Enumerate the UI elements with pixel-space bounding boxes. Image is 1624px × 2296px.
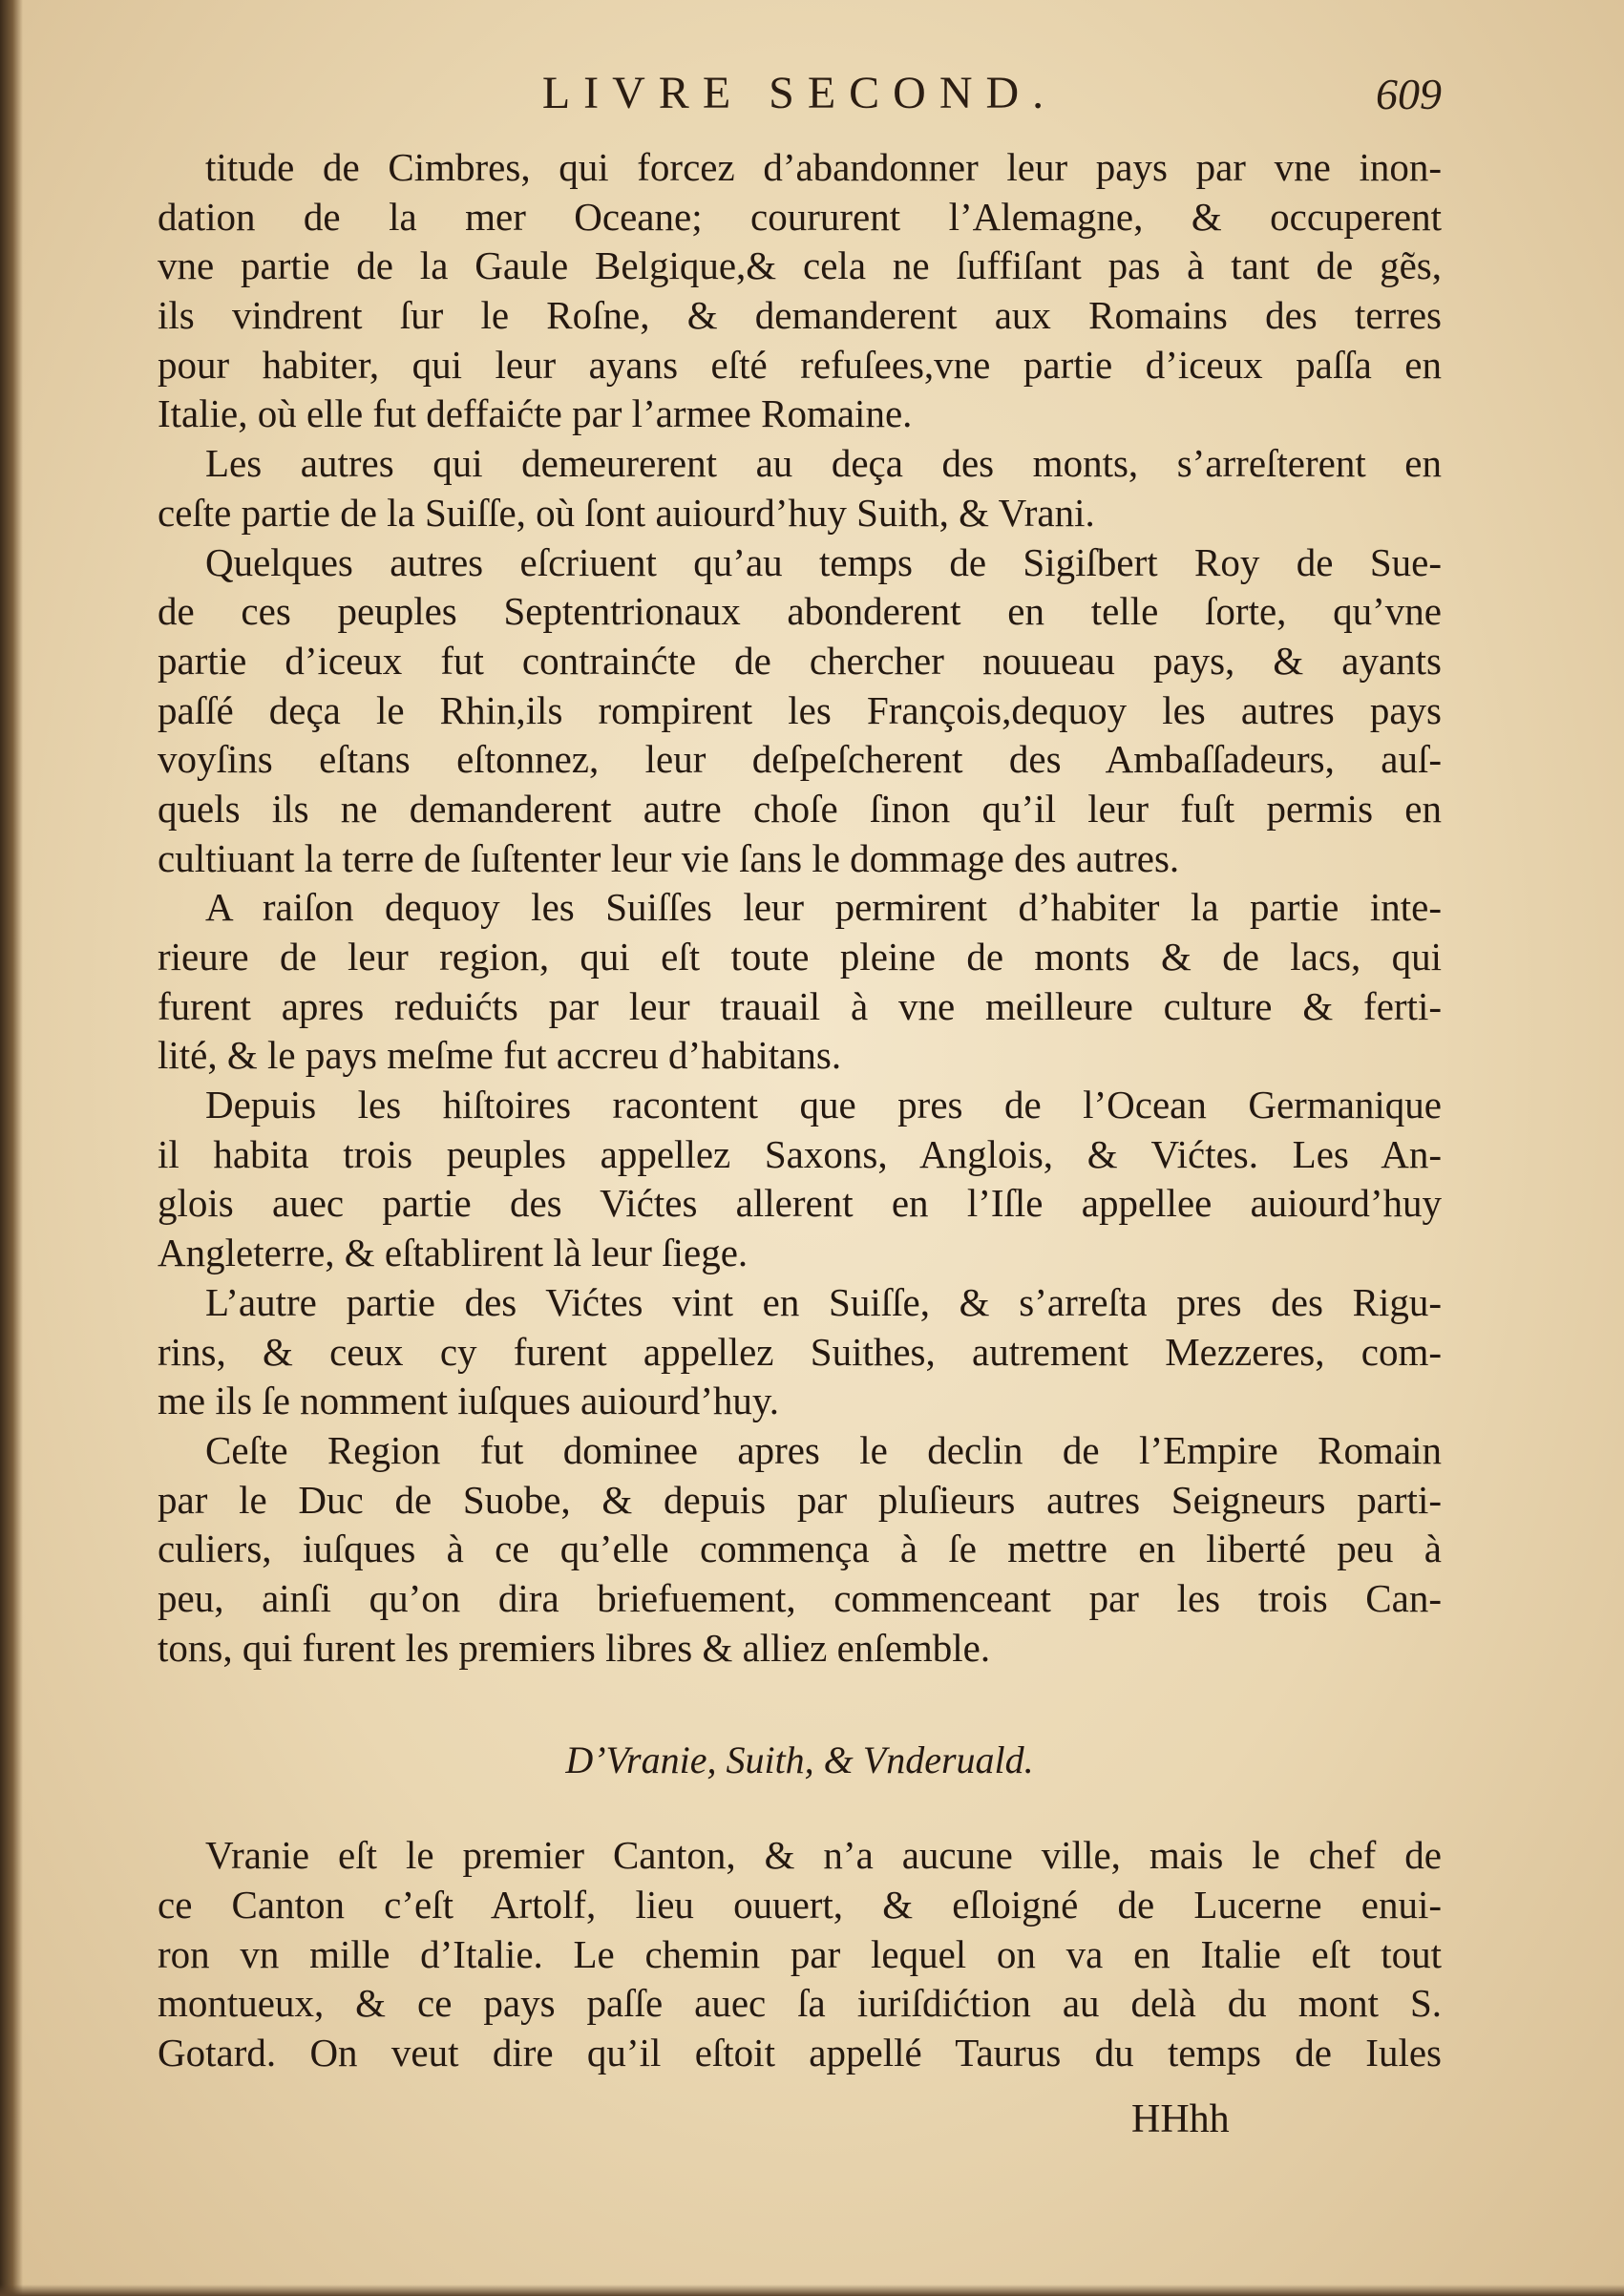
text-line: ron vn mille d’Italie. Le chemin par lequel on va en Italie eſt tout xyxy=(158,1931,1442,1976)
catchword: HHhh xyxy=(1131,2097,1230,2141)
paragraph xyxy=(158,538,1442,884)
section-title: D’Vranie, Suith, & Vnderuald. xyxy=(565,1738,1034,1782)
text-line: il habita trois peuples appellez Saxons, Anglois, & Vićtes. Les An- xyxy=(158,1131,1442,1176)
binding-edge xyxy=(0,0,23,2296)
text-line: ils vindrent ſur le Roſne, & demanderent aux Romains des terres xyxy=(158,293,1442,338)
text-line: Angleterre, & eſtablirent là leur ſiege. xyxy=(158,1231,749,1275)
text-line: vne partie de la Gaule Belgique,& cela ne ſuffiſant pas à tant de gẽs, xyxy=(158,243,1442,288)
paragraph xyxy=(158,1081,1442,1278)
text-line: dation de la mer Oceane; coururent l’Alemagne, & occuperent xyxy=(158,194,1442,239)
text-line: quels ils ne demanderent autre choſe ſinon qu’il leur fuſt permis en xyxy=(158,786,1442,831)
running-head: LIVRE SECOND. xyxy=(541,68,1058,118)
text-line: furent apres reduićts par leur trauail à vne meilleure culture & ferti- xyxy=(158,983,1442,1028)
text-line: rieure de leur region, qui eſt toute pleine de monts & de lacs, qui xyxy=(158,935,1442,979)
body-text xyxy=(158,143,1442,2078)
text-line: voyſins eſtans eſtonnez, leur deſpeſcherent des Ambaſſadeurs, auſ- xyxy=(158,737,1442,782)
text-line: Ceſte Region fut dominee apres le declin de l’Empire Romain xyxy=(205,1427,1442,1472)
text-line: ceſte partie de la Suiſſe, où ſont auiourd’huy Suith, & Vrani. xyxy=(158,490,1095,535)
text-line: L’autre partie des Vićtes vint en Suiſſe, & s’arreſta pres des Rigu- xyxy=(205,1279,1442,1324)
paragraph xyxy=(158,1426,1442,1673)
text-line: glois auec partie des Vićtes allerent en l’Iſle appellee auiourd’huy xyxy=(158,1181,1442,1226)
text-line: Quelques autres eſcriuent qu’au temps de Sigiſbert Roy de Sue- xyxy=(205,539,1442,584)
text-line: ce Canton c’eſt Artolf, lieu ouuert, & eſloigné de Lucerne enui- xyxy=(158,1883,1442,1927)
text-line: titude de Cimbres, qui forcez d’abandonner leur pays par vne inon- xyxy=(205,145,1442,189)
text-line: montueux, & ce pays paſſe auec ſa iuriſdićtion au delà du mont S. xyxy=(158,1981,1442,2026)
text-line: culiers, iuſques à ce qu’elle commença à ſe mettre en liberté peu à xyxy=(158,1527,1442,1571)
text-line: paſſé deça le Rhin,ils rompirent les François,dequoy les autres pays xyxy=(158,687,1442,732)
text-line: Vranie eſt le premier Canton, & n’a aucune ville, mais le chef de xyxy=(205,1833,1442,1878)
text-line: de ces peuples Septentrionaux abonderent en telle ſorte, qu’vne xyxy=(158,589,1442,634)
text-line: peu, ainſi qu’on dira briefuement, commenceant par les trois Can- xyxy=(158,1575,1442,1620)
text-line: Italie, où elle fut deffaićte par l’armee Romaine. xyxy=(158,391,913,436)
text-line: Depuis les hiſtoires racontent que pres de l’Ocean Germanique xyxy=(205,1083,1442,1127)
paragraph xyxy=(158,143,1442,439)
text-line: me ils ſe nomment iuſques auiourd’huy. xyxy=(158,1379,779,1423)
page-bottom-edge xyxy=(0,2285,1624,2296)
page-number: 609 xyxy=(1376,70,1442,118)
text-line: rins, & ceux cy furent appellez Suithes, autrement Mezzeres, com- xyxy=(158,1329,1442,1374)
text-line: cultiuant la terre de ſuſtenter leur vie ſans le dommage des autres. xyxy=(158,835,1180,880)
text-line: Les autres qui demeurerent au deça des monts, s’arreſterent en xyxy=(205,441,1442,486)
text-line: A raiſon dequoy les Suiſſes leur permirent d’habiter la partie inte- xyxy=(205,885,1442,930)
paragraph xyxy=(158,883,1442,1081)
text-line: Gotard. On veut dire qu’il eſtoit appellé Taurus du temps de Iules xyxy=(158,2031,1442,2075)
text-line: par le Duc de Suobe, & depuis par pluſieurs autres Seigneurs parti- xyxy=(158,1477,1442,1522)
page-header xyxy=(158,67,1442,134)
text-line: pour habiter, qui leur ayans eſté refuſees,vne partie d’iceux paſſa en xyxy=(158,342,1442,387)
text-line: tons, qui furent les premiers libres & alliez enſemble. xyxy=(158,1625,991,1670)
paragraphs xyxy=(158,143,1442,1673)
text-line: lité, & le pays meſme fut accreu d’habitans. xyxy=(158,1033,842,1078)
paragraph xyxy=(158,1278,1442,1426)
section-paragraph xyxy=(158,1831,1442,2077)
paragraph xyxy=(158,439,1442,537)
text-line: partie d’iceux fut contrainćte de chercher nouueau pays, & ayants xyxy=(158,638,1442,683)
